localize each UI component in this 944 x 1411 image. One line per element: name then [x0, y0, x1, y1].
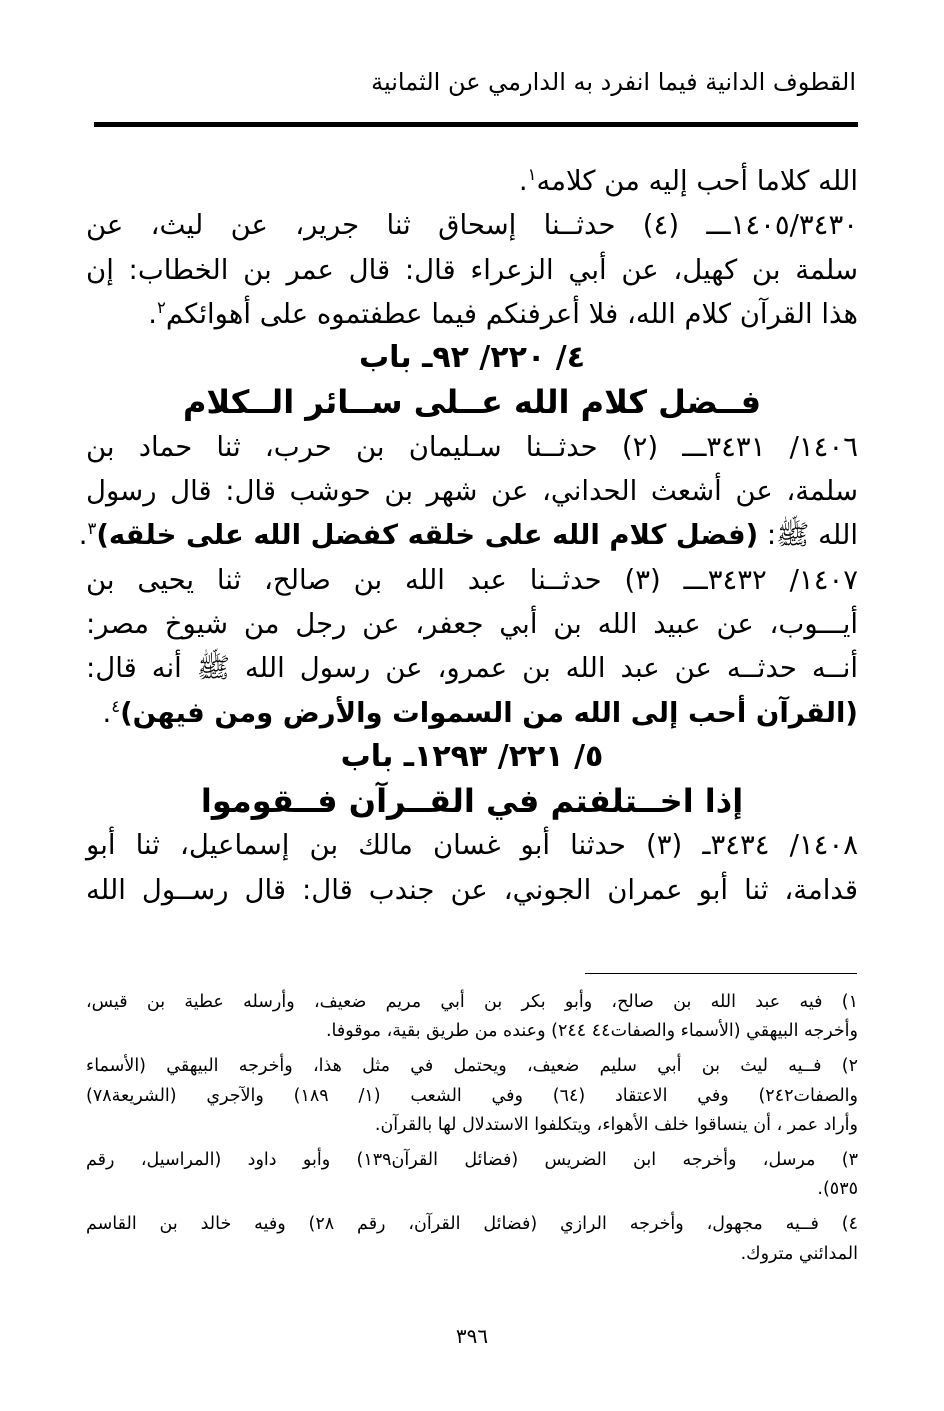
- hadith-text: (فضل كلام الله على خلقه كفضل الله على خلقه): [96, 519, 759, 552]
- text-line: ١٤٠٦/ ٣٤٣١ـــ (٢) حدثــنا سـليمان بن حرب، ثنا حماد بن: [86, 430, 858, 463]
- text-line: الله كلاما أحب إليه من كلامه$^١$.: [518, 164, 858, 197]
- text-line: سلمة بن كهيل، عن أبي الزعراء قال: قال عمر بن الخطاب: إن: [86, 253, 858, 286]
- running-header: القطوف الدانية فيما انفرد به الدارمي عن الثمانية: [371, 68, 856, 96]
- text-line: سلمة، عن أشعث الحداني، عن شهر بن حوشب قال: قال رسول: [86, 475, 858, 508]
- footnote-line: والصفات٢٤٢) وفي الاعتقاد (٦٤) وفي الشعب (١/ ١٨٩) والآجري (الشريعة٧٨): [86, 1085, 858, 1106]
- chapter-title: إذا اخــتلفتم في القــرآن فــقوموا: [200, 782, 744, 821]
- footnote-line: وأخرجه البيهقي (الأسماء والصفات٤٤ ٢٤٤) وعنده من طريق بقية، موقوفا.: [325, 1021, 858, 1042]
- text-line: قدامة، ثنا أبو عمران الجوني، عن جندب قال: قال رســول الله: [86, 873, 858, 906]
- footnote-4: [86, 1210, 858, 1268]
- header-divider: [94, 122, 858, 127]
- footnote-line: ٣) مرسل، وأخرجه ابن الضريس (فضائل القرآن١٣٩) وأبو داود (المراسيل، رقم: [86, 1150, 858, 1171]
- hadith-text: (القرآن أحب إلى الله من السموات والأرض ومن فيهن): [120, 696, 858, 729]
- footnotes: [86, 988, 858, 1275]
- footnote-line: ٢) فــيه ليث بن أبي سليم ضعيف، ويحتمل في مثل هذا، وأخرجه البيهقي (الأسماء: [86, 1056, 858, 1077]
- footnote-divider: [585, 973, 857, 974]
- footnote-3: [86, 1146, 858, 1204]
- footnote-line: وأراد عمر ، أن ينساقوا خلف الأهواء، ويتكلفوا الاستدلال لها بالقرآن.: [374, 1114, 858, 1135]
- footnote-ref: ٣: [87, 519, 97, 539]
- footnote-ref: ١: [527, 164, 537, 184]
- text-line: هذا القرآن كلام الله، فلا أعرفنكم فيما عطفتموه على أهوائكم$^٢$.: [148, 297, 858, 330]
- text-line: الله ﷺ: (فضل كلام الله على خلقه كفضل الله على خلقه)$^٣$.: [78, 519, 858, 552]
- footnote-line: ١) فيه عبد الله بن صالح، وأبو بكر بن أبي مريم ضعيف، وأرسله عطية بن قيس،: [86, 992, 858, 1012]
- text-line: ١٤٠٧/ ٣٤٣٢ـــ (٣) حدثــنا عبد الله بن صالح، ثنا يحيى بن: [86, 563, 859, 596]
- chapter-title: فــضل كلام الله عــلى ســائر الــكلام: [182, 383, 762, 422]
- page-number: ٣٩٦: [455, 1324, 489, 1348]
- footnote-1: [86, 988, 858, 1046]
- main-text: [78, 159, 859, 912]
- text-line: ١٤٠٥/٣٤٣٠ـــ (٤) حدثــنا إسحاق ثنا جرير، عن ليث، عن: [86, 209, 858, 242]
- footnote-line: ٥٣٥).: [817, 1179, 858, 1200]
- footnote-2: [86, 1052, 858, 1140]
- text-line: ١٤٠٨/ ٣٤٣٤ـ (٣) حدثنا أبو غسان مالك بن إسماعيل، ثنا أبو: [86, 829, 858, 862]
- text-line: أيـــوب، عن عبيد الله بن أبي جعفر، عن رجل من شيوخ مصر:: [86, 607, 858, 640]
- footnote-ref: ٤: [111, 696, 121, 716]
- chapter-number: ٤/ ٢٢٠/ ٩٢ـ باب: [358, 340, 586, 376]
- chapter-number: ٥/ ٢٢١/ ١٢٩٣ـ باب: [340, 738, 604, 774]
- footnote-line: ٤) فــيه مجهول، وأخرجه الرازي (فضائل القرآن، رقم ٢٨) وفيه خالد بن القاسم: [86, 1214, 859, 1235]
- text-line: (القرآن أحب إلى الله من السموات والأرض ومن فيهن)$^٤$.: [102, 696, 858, 729]
- text-line: أنــه حدثــه عن عبد الله بن عمرو، عن رسول الله ﷺ أنه قال:: [86, 652, 858, 685]
- footnote-ref: ٢: [156, 297, 166, 317]
- footnote-line: المدائني متروك.: [740, 1243, 858, 1264]
